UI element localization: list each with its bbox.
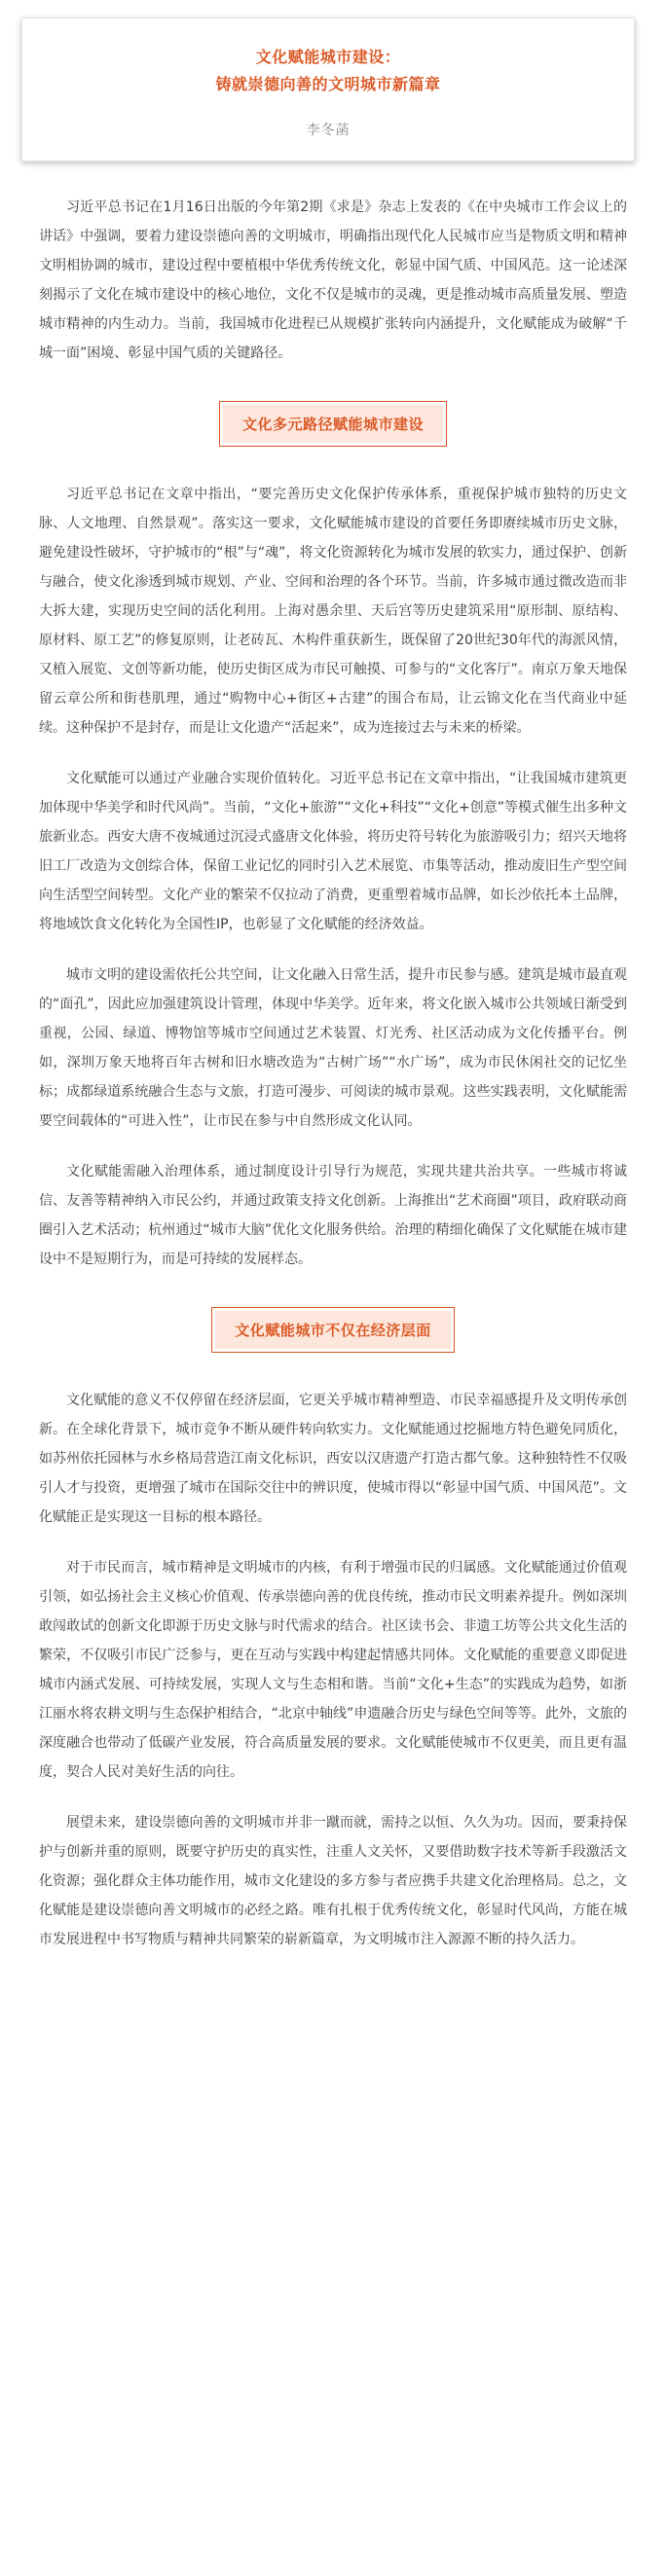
section-heading-label: 文化多元路径赋能城市建设 — [223, 405, 443, 443]
article-title — [22, 44, 634, 98]
section-heading-2 — [39, 1307, 627, 1353]
article-header-card — [21, 18, 635, 162]
paragraph: 展望未来，建设崇德向善的文明城市并非一蹴而就，需持之以恒、久久为功。因而，要秉持保护与创新并重的原则，既要守护历史的真实性，注重人文关怀，又要借助数字技术等新手段激活文化资源；强化群众主体功能作用，城市文化建设的多方参与者应携手共建文化治理格局。总之，文化赋能是建设崇德向善文明城市的必经之路。唯有扎根于优秀传统文化，彰显时代风尚，方能在城市发展进程中书写物质与精神共同繁荣的崭新篇章，为文明城市注入源源不断的持久活力。 — [39, 1815, 627, 1947]
article-title-line-2: 铸就崇德向善的文明城市新篇章 — [215, 75, 441, 93]
paragraph: 文化赋能可以通过产业融合实现价值转化。习近平总书记在文章中指出，“让我国城市建筑更加体现中华美学和时代风尚”。当前，“文化+旅游”“文化+科技”“文化+创意”等模式催生出多种文旅新业态。西安大唐不夜城通过沉浸式盛唐文化体验，将历史符号转化为旅游吸引力；绍兴天地将旧工厂改造为文创综合体，保留工业记忆的同时引入艺术展览、市集等活动，推动废旧生产型空间向生活型空间转型。文化产业的繁荣不仅拉动了消费，更重塑着城市品牌，如长沙依托本土品牌，将地域饮食文化转化为全国性IP，也彰显了文化赋能的经济效益。 — [39, 771, 627, 932]
paragraph: 文化赋能需融入治理体系，通过制度设计引导行为规范，实现共建共治共享。一些城市将诚信、友善等精神纳入市民公约，并通过政策支持文化创新。上海推出“艺术商圈”项目，政府联动商圈引入艺术活动；杭州通过“城市大脑”优化文化服务供给。治理的精细化确保了文化赋能在城市建设中不是短期行为，而是可持续的发展样态。 — [39, 1164, 627, 1267]
section-heading-1 — [39, 401, 627, 447]
section-heading-label: 文化赋能城市不仅在经济层面 — [215, 1311, 451, 1349]
article-author: 李冬菡 — [306, 123, 351, 138]
paragraph-intro: 习近平总书记在1月16日出版的今年第2期《求是》杂志上发表的《在中央城市工作会议上的讲话》中强调，要着力建设崇德向善的文明城市，明确指出现代化人民城市应当是物质文明和精神文明相协调的城市，建设过程中要植根中华优秀传统文化，彰显中国气质、中国风范。这一论述深刻揭示了文化在城市建设中的核心地位，文化不仅是城市的灵魂，更是推动城市高质量发展、塑造城市精神的内生动力。当前，我国城市化进程已从规模扩张转向内涵提升，文化赋能成为破解“千城一面”困境、彰显中国气质的关键路径。 — [39, 200, 627, 361]
section-heading-frame — [211, 1307, 455, 1353]
paragraph: 习近平总书记在文章中指出，“要完善历史文化保护传承体系，重视保护城市独特的历史文脉、人文地理、自然景观”。落实这一要求，文化赋能城市建设的首要任务即赓续城市历史文脉，避免建设性破坏，守护城市的“根”与“魂”，将文化资源转化为城市发展的软实力，通过保护、创新与融合，使文化渗透到城市规划、产业、空间和治理的各个环节。当前，许多城市通过微改造而非大拆大建，实现历史空间的活化利用。上海对愚余里、天后宫等历史建筑采用“原形制、原结构、原材料、原工艺”的修复原则，让老砖瓦、木构件重获新生，既保留了20世纪30年代的海派风情，又植入展览、文创等新功能，使历史街区成为市民可触摸、可参与的“文化客厅”。南京万象天地保留云章公所和街巷肌理，通过“购物中心+街区+古建”的围合布局，让云锦文化在当代商业中延续。这种保护不是封存，而是让文化遗产“活起来”，成为连接过去与未来的桥梁。 — [39, 487, 627, 736]
article-body — [39, 193, 627, 1954]
section-heading-frame — [219, 401, 447, 447]
paragraph: 对于市民而言，城市精神是文明城市的内核，有利于增强市民的归属感。文化赋能通过价值观引领，如弘扬社会主义核心价值观、传承崇德向善的优良传统，推动市民文明素养提升。例如深圳敢闯敢试的创新文化即源于历史文脉与时代需求的结合。社区读书会、非遗工坊等公共文化生活的繁荣，不仅吸引市民广泛参与，更在互动与实践中构建起情感共同体。文化赋能的重要意义即促进城市内涵式发展、可持续发展，实现人文与生态相和谐。当前“文化+生态”的实践成为趋势，如浙江丽水将农耕文明与生态保护相结合，“北京中轴线”申遗融合历史与绿色空间等等。此外，文旅的深度融合也带动了低碳产业发展，符合高质量发展的要求。文化赋能使城市不仅更美，而且更有温度，契合人民对美好生活的向往。 — [39, 1560, 627, 1780]
article-title-line-1: 文化赋能城市建设： — [255, 48, 401, 66]
paragraph: 城市文明的建设需依托公共空间，让文化融入日常生活，提升市民参与感。建筑是城市最直观的“面孔”，因此应加强建筑设计管理，体现中华美学。近年来，将文化嵌入城市公共领域日渐受到重视，公园、绿道、博物馆等城市空间通过艺术装置、灯光秀、社区活动成为文化传播平台。例如，深圳万象天地将百年古树和旧水塘改造为“古树广场”“水广场”，成为市民休闲社交的记忆坐标；成都绿道系统融合生态与文旅，打造可漫步、可阅读的城市景观。这些实践表明，文化赋能需要空间载体的“可进入性”，让市民在参与中自然形成文化认同。 — [39, 967, 627, 1129]
paragraph: 文化赋能的意义不仅停留在经济层面，它更关乎城市精神塑造、市民幸福感提升及文明传承创新。在全球化背景下，城市竞争不断从硬件转向软实力。文化赋能通过挖掘地方特色避免同质化，如苏州依托园林与水乡格局营造江南文化标识，西安以汉唐遗产打造古都气象。这种独特性不仅吸引人才与投资，更增强了城市在国际交往中的辨识度，使城市得以“彰显中国气质、中国风范”。文化赋能正是实现这一目标的根本路径。 — [39, 1393, 627, 1525]
